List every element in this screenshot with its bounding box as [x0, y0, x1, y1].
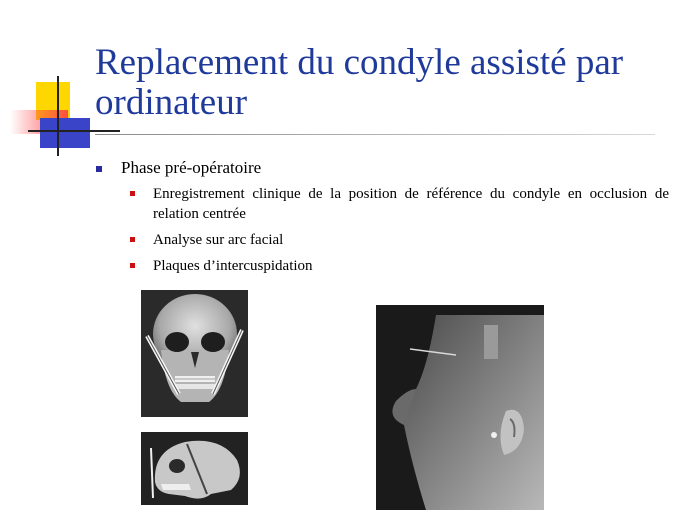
bullet-square-icon [130, 191, 135, 196]
skull-frontal-photo [141, 290, 248, 417]
subitem-text: Enregistrement clinique de la position de référence du condyle en occlusion de relation centrée [153, 186, 669, 222]
decorative-blue-square [40, 118, 90, 148]
patient-profile-photo [376, 305, 544, 510]
bullet-phase-preoperatoire: Phase pré-opératoire [121, 158, 262, 177]
bullet-square-icon [130, 263, 135, 268]
subitem-text: Analyse sur arc facial [153, 232, 284, 248]
subitem-text: Plaques d’intercuspidation [153, 258, 313, 274]
decorative-horizontal-line [28, 130, 120, 132]
bullet-square-icon [130, 237, 135, 242]
slide-title: Replacement du condyle assisté par ordinateur [95, 42, 624, 123]
skull-side-icon [141, 432, 248, 505]
decorative-vertical-line [57, 76, 59, 156]
title-underline [95, 134, 655, 135]
skull-front-icon [141, 290, 248, 417]
face-profile-icon [376, 305, 544, 510]
bullet-square-icon [96, 166, 102, 172]
skull-lateral-photo [141, 432, 248, 505]
